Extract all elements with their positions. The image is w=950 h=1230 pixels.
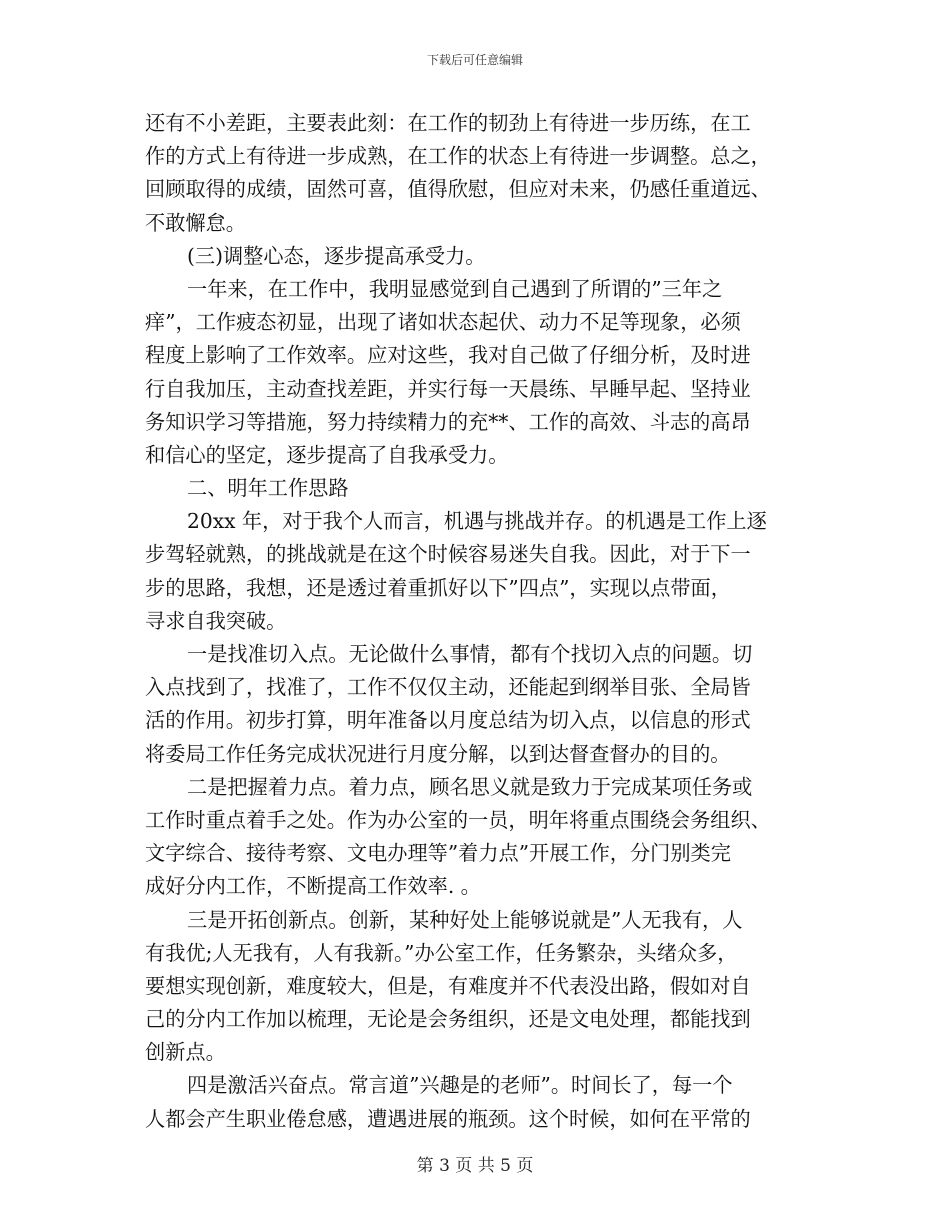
page-header-note: 下载后可任意编辑 [426, 53, 523, 67]
text-line: 还有不小差距，主要表此刻：在工作的韧劲上有待进一步历练，在工 [145, 111, 751, 135]
text-line: 20xx 年，对于我个人而言，机遇与挑战并存。的机遇是工作上逐 [187, 509, 767, 534]
text-line: 将委局工作任务完成状况进行月度分解，以到达督查督办的目的。 [145, 741, 731, 766]
text-line: 创新点。 [145, 1040, 226, 1065]
text-line: 有我优;人无我有，人有我新。”办公室工作，任务繁杂，头绪众多， [145, 940, 738, 965]
text-line: 四是激活兴奋点。常言道”兴趣是的老师”。时间长了，每一个 [187, 1073, 733, 1098]
text-line: 回顾取得的成绩，固然可喜，值得欣慰，但应对未来，仍感任重道远、 [145, 177, 771, 202]
text-line: 行自我加压，主动查找差距，并实行每一天晨练、早睡早起、坚持业 [145, 376, 751, 401]
text-line: 程度上影响了工作效率。应对这些，我对自己做了仔细分析，及时进 [145, 343, 751, 368]
text-line: 己的分内工作加以梳理，无论是会务组织，还是文电处理，都能找到 [145, 1007, 751, 1032]
text-line: 步的思路，我想，还是透过着重抓好以下”四点”，实现以点带面， [145, 575, 731, 600]
page-footer-number: 第 3 页 共 5 页 [416, 1156, 534, 1176]
text-line: 不敢懈怠。 [145, 210, 246, 235]
text-line: 和信心的坚定，逐步提高了自我承受力。 [145, 442, 509, 467]
text-line: 工作时重点着手之处。作为办公室的一员，明年将重点围绕会务组织、 [145, 807, 771, 832]
text-line: 成好分内工作，不断提高工作效率. 。 [145, 874, 481, 899]
text-line: 作的方式上有待进一步成熟，在工作的状态上有待进一步调整。总之， [145, 144, 771, 169]
text-line: 一是找准切入点。无论做什么事情，都有个找切入点的问题。切 [187, 642, 753, 666]
text-line: 寻求自我突破。 [145, 608, 287, 633]
text-line: 一年来，在工作中，我明显感觉到自己遇到了所谓的”三年之 [187, 276, 723, 301]
text-line: 三是开拓创新点。创新，某种好处上能够说就是”人无我有，人 [187, 907, 743, 932]
text-line: 文字综合、接待考察、文电办理等”着力点”开展工作，分门别类完 [145, 841, 731, 866]
text-line: (三)调整心态，逐步提高承受力。 [187, 243, 486, 268]
text-line: 要想实现创新，难度较大，但是，有难度并不代表没出路，假如对自 [145, 973, 751, 998]
text-line: 入点找到了，找准了，工作不仅仅主动，还能起到纲举目张、全局皆 [145, 675, 751, 700]
text-line: 二、明年工作思路 [187, 476, 349, 501]
text-line: 人都会产生职业倦怠感，遭遇进展的瓶颈。这个时候，如何在平常的 [145, 1106, 751, 1131]
document-body [145, 107, 805, 1136]
text-line: 步驾轻就熟，的挑战就是在这个时候容易迷失自我。因此，对于下一 [145, 542, 751, 567]
text-line: 痒”，工作疲态初显，出现了诸如状态起伏、动力不足等现象，必须 [145, 310, 741, 335]
text-line: 二是把握着力点。着力点，顾名思义就是致力于完成某项任务或 [187, 774, 753, 799]
text-line: 务知识学习等措施，努力持续精力的充**、工作的高效、斗志的高昂 [145, 409, 751, 434]
text-line: 活的作用。初步打算，明年准备以月度总结为切入点，以信息的形式 [145, 708, 751, 733]
